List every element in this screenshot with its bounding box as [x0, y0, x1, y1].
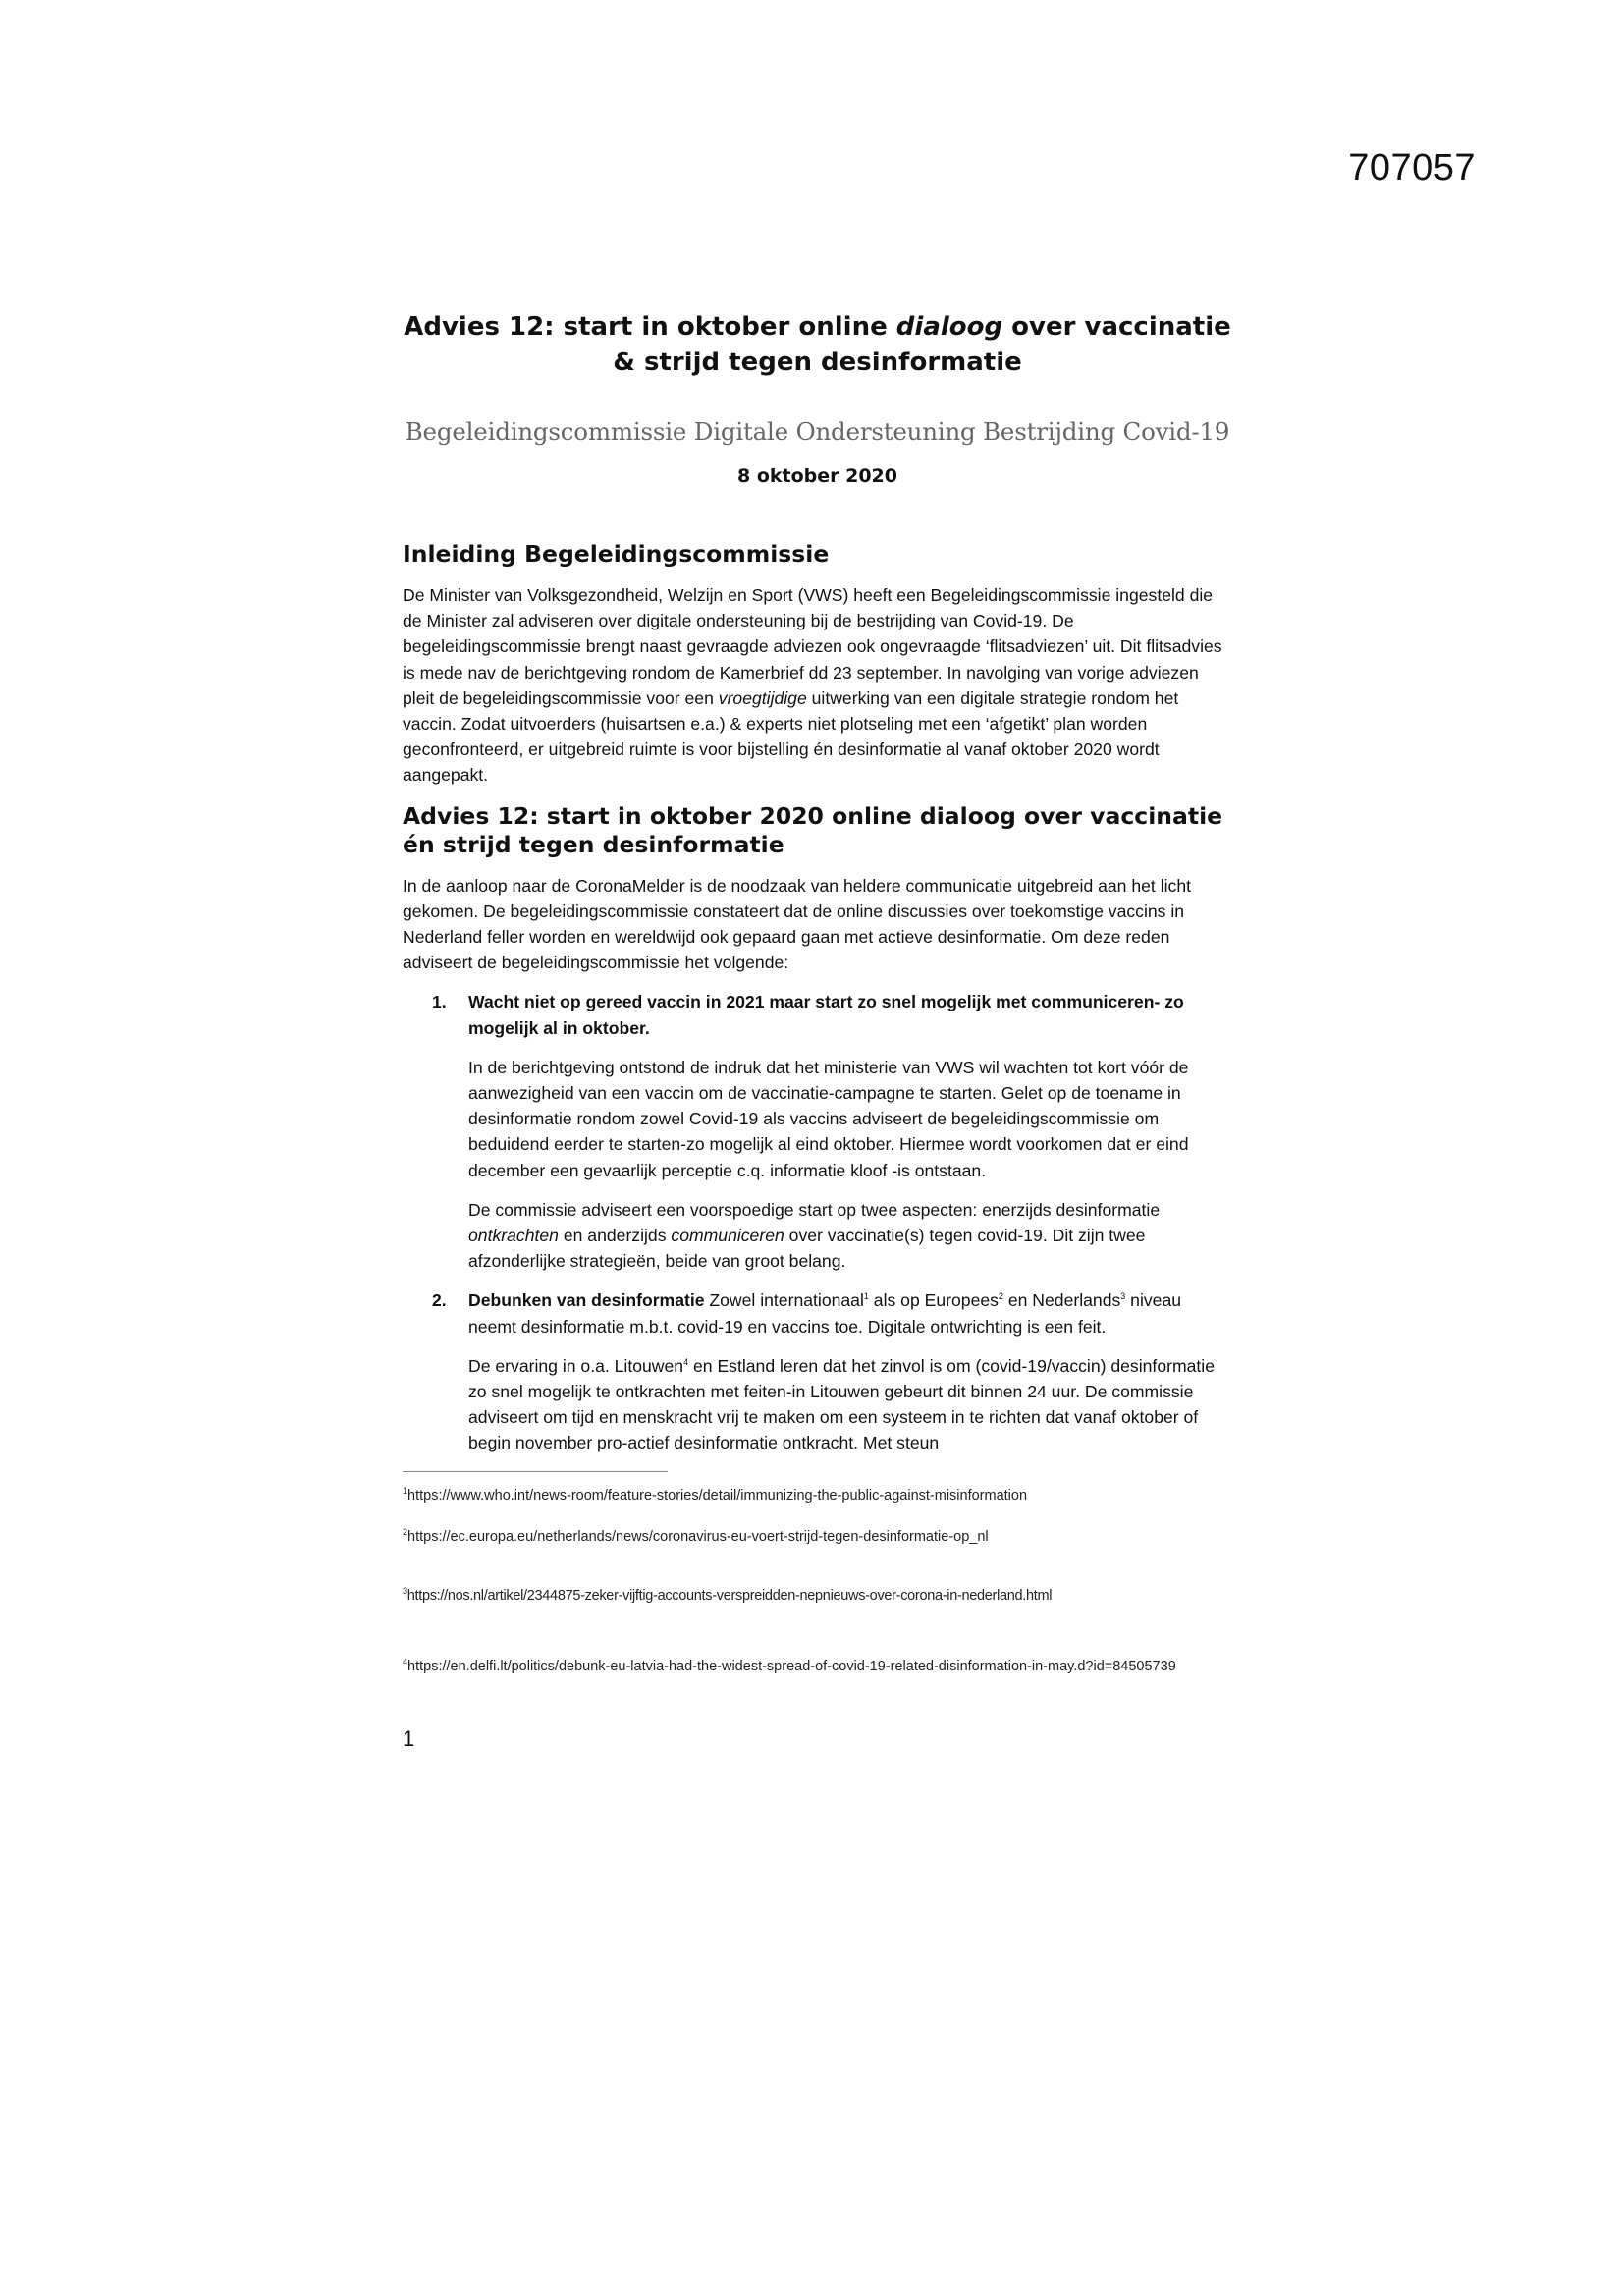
footnote-link[interactable]: https://en.delfi.lt/politics/debunk-eu-latvia-had-the-widest-spread-of-covid-19-related-disinformation-in-may.d?id=84505739 [407, 1659, 1176, 1674]
item-heading: Debunken van desinformatie [468, 1290, 705, 1311]
footnote-link[interactable]: https://www.who.int/news-room/feature-stories/detail/immunizing-the-public-against-misinformation [407, 1488, 1028, 1503]
advice-paragraph: In de aanloop naar de CoronaMelder is de noodzaak van heldere communicatie uitgebreid aan het licht gekomen. De begeleidingscommissie constateert dat de online discussies over toekomstige vaccins in Nederland feller worden en wereldwijd ook gepaard gaan met actieve desinformatie. Om deze reden adviseert de begeleidingscommissie het volgende: [403, 875, 1191, 973]
item-text: De ervaring in o.a. Litouwen [468, 1355, 684, 1376]
footnote-ref: 3 [1120, 1291, 1126, 1302]
item-text: en Estland leren dat het zinvol is om (covid-19/vaccin) desinformatie zo snel mogelijk te ontkrachten met feiten-in Litouwen gebeurt dit binnen 24 uur. De commissie adviseert om tijd en menskracht vrij te maken om een systeem in te richten dat vanaf oktober of begin november pro-actief desinformatie ontkracht. Met steun [468, 1355, 1215, 1453]
item-emphasis: ontkrachten [468, 1226, 559, 1246]
intro-emphasis: vroegtijdige [718, 687, 807, 708]
intro-text-a: De Minister van Volksgezondheid, Welzijn en Sport (VWS) heeft een Begeleidingscommissie ingesteld die de Minister zal adviseren over digitale ondersteuning bij de bestrijding van Covid-19. De begeleidingscommissie brengt naast gevraagde adviezen ook ongevraagde ‘flitsadviezen’ uit. Dit flitsadvies is mede nav de berichtgeving rondom de Kamerbrief dd 23 september. In navolging van vorige adviezen pleit de begeleidingscommissie voor een [403, 585, 1222, 708]
advice-item-1 [403, 989, 1232, 1274]
item-text: en Nederlands [1002, 1290, 1121, 1311]
title-line1-part-b: over vaccinatie [1002, 312, 1231, 342]
intro-text-b: uitwerking van een digitale strategie rondom het vaccin. Zodat uitvoerders (huisartsen e.a.) & experts niet plotseling met een ‘afgetikt’ plan worden geconfronteerd, er uitgebreid ruimte is voor bijstelling én desinformatie al vanaf oktober 2020 wordt aangepakt. [403, 687, 1179, 786]
title-line1-part-a: Advies 12: start in oktober online [404, 312, 896, 342]
footnote-ref: 4 [683, 1357, 689, 1368]
footnote-link[interactable]: https://nos.nl/artikel/2344875-zeker-vijftig-accounts-verspreidden-nepnieuws-over-corona-in-nederland.html [406, 1588, 1053, 1604]
footnote-divider [403, 1471, 668, 1472]
advice-item-2 [403, 1287, 1232, 1455]
footnotes [403, 1471, 1208, 1676]
footnote-mark: 2 [403, 1527, 408, 1538]
intro-paragraph [403, 582, 1232, 789]
item-text: en anderzijds [558, 1226, 672, 1246]
footnote-mark: 1 [403, 1486, 408, 1497]
item-emphasis: communiceren [671, 1226, 784, 1246]
item-number: 2. [432, 1290, 447, 1311]
item-text: Zowel internationaal [704, 1290, 864, 1311]
item-paragraph: In de berichtgeving ontstond de indruk dat het ministerie van VWS wil wachten tot kort vóór de aanwezigheid van een vaccin om de vaccinatie-campagne te starten. Gelet op de toename in desinformatie rondom zowel Covid-19 als vaccins adviseert de begeleidingscommissie om beduidend eerder te starten-zo mogelijk al eind oktober. Hiermee wordt voorkomen dat er eind december een gevaarlijk perceptie c.q. informatie kloof -is ontstaan. [468, 1057, 1189, 1180]
footnote-mark: 3 [403, 1586, 407, 1597]
item-paragraph [468, 1197, 1232, 1275]
item-paragraph [468, 1353, 1232, 1456]
intro-heading: Inleiding Begeleidingscommissie [403, 540, 830, 568]
advice-list [403, 989, 1232, 1455]
document-body [403, 309, 1232, 1470]
advice-heading: Advies 12: start in oktober 2020 online dialoog over vaccinatie én strijd tegen desinformatie [403, 801, 1223, 858]
footnote-mark: 4 [403, 1657, 408, 1667]
item-lead-paragraph [468, 1287, 1232, 1339]
footnote-ref: 2 [998, 1291, 1003, 1302]
document-title [403, 309, 1232, 380]
footnote-ref: 1 [863, 1291, 869, 1302]
footnote-4 [403, 1657, 1208, 1676]
item-text: De commissie adviseert een voorspoedige start op twee aspecten: enerzijds desinformatie [468, 1199, 1161, 1220]
item-text: als op Europees [868, 1290, 999, 1311]
item-text: niveau neemt desinformatie m.b.t. covid-19 en vaccins toe. Digitale ontwrichting is een feit. [468, 1290, 1182, 1337]
document-date: 8 oktober 2020 [736, 465, 897, 487]
document-subtitle: Begeleidingscommissie Digitale Ondersteuning Bestrijding Covid-19 [405, 417, 1230, 446]
footnote-link[interactable]: https://ec.europa.eu/netherlands/news/coronavirus-eu-voert-strijd-tegen-desinformatie-op_nl [407, 1529, 989, 1545]
footnote-1 [403, 1486, 1208, 1505]
page-number: 1 [403, 1726, 415, 1751]
footnote-2 [403, 1527, 1208, 1547]
item-text: over vaccinatie(s) tegen covid-19. Dit zijn twee afzonderlijke strategieën, beide van groot belang. [468, 1226, 1146, 1272]
document-id: 707057 [1348, 147, 1476, 189]
title-line1-emphasis: dialoog [895, 312, 1003, 342]
item-number: 1. [432, 992, 447, 1012]
item-heading: Wacht niet op gereed vaccin in 2021 maar start zo snel mogelijk met communiceren- zo mogelijk al in oktober. [468, 992, 1184, 1038]
title-line2: & strijd tegen desinformatie [613, 348, 1022, 377]
footnote-3 [403, 1586, 1208, 1606]
